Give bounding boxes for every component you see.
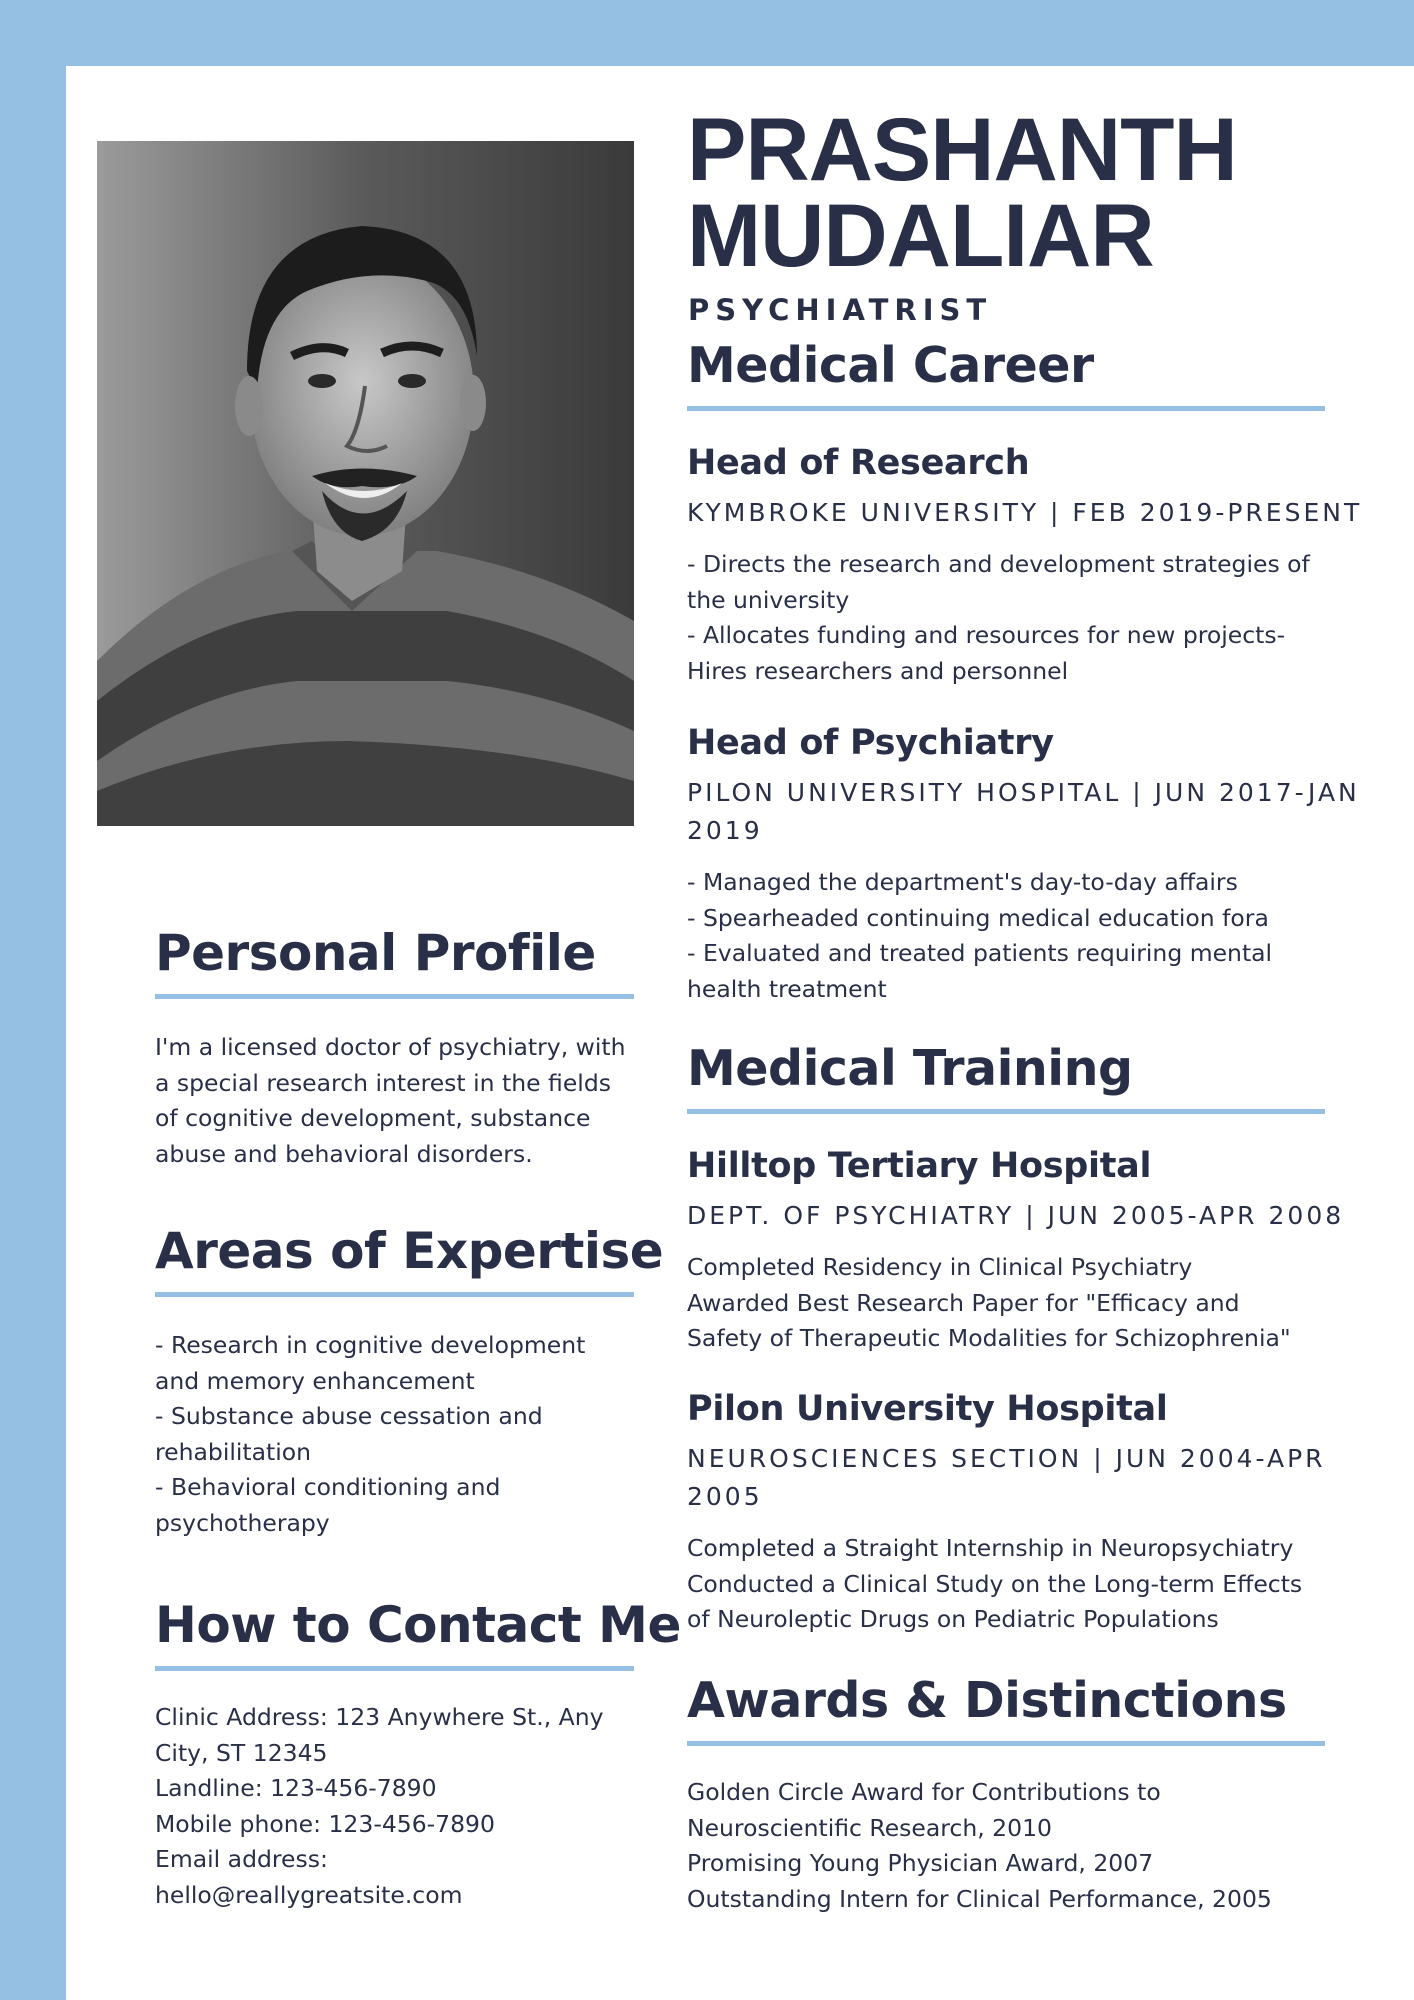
clinic-address: Clinic Address: 123 Anywhere St., Any: [155, 1703, 604, 1731]
text-line: a special research interest in the fields: [155, 1068, 611, 1097]
text-line: - Research in cognitive development: [155, 1331, 586, 1359]
text-line: - Spearheaded continuing medical education fora: [687, 903, 1269, 932]
training-details: [687, 1531, 1302, 1638]
medical-training-heading: Medical Training: [687, 1040, 1133, 1097]
candidate-name: [687, 99, 1327, 285]
left-border: [0, 0, 66, 2000]
medical-career-heading: Medical Career: [687, 337, 1094, 394]
job-title: Head of Psychiatry: [687, 723, 1054, 763]
training-meta: [687, 1197, 1344, 1235]
personal-profile-text: [155, 1030, 626, 1172]
personal-profile-heading: Personal Profile: [155, 924, 596, 982]
expertise-rule: [155, 1292, 634, 1297]
name-line-first: PRASHANTH: [687, 99, 1237, 199]
contact-details: [155, 1700, 604, 1913]
profile-photo: [97, 141, 634, 826]
contact-heading: How to Contact Me: [155, 1596, 681, 1654]
training-details: [687, 1250, 1291, 1357]
text-line: Completed Residency in Clinical Psychiatry: [687, 1253, 1193, 1281]
personal-profile-rule: [155, 994, 634, 999]
contact-rule: [155, 1666, 634, 1671]
text-line: Conducted a Clinical Study on the Long-term Effects: [687, 1569, 1303, 1598]
text-line: I'm a licensed doctor of psychiatry, with: [155, 1033, 626, 1061]
clinic-address-city: City, ST 12345: [155, 1738, 328, 1767]
portrait-illustration: [97, 141, 634, 826]
job-meta: [687, 494, 1362, 532]
text-line: Neuroscientific Research, 2010: [687, 1813, 1052, 1842]
job-meta: [687, 774, 1360, 850]
text-line: and memory enhancement: [155, 1366, 475, 1395]
awards-rule: [687, 1741, 1325, 1746]
meta-line: 2005: [687, 1482, 763, 1511]
text-line: abuse and behavioral disorders.: [155, 1139, 533, 1168]
text-line: - Allocates funding and resources for new projects-: [687, 621, 1286, 649]
meta-line: 2019: [687, 816, 763, 845]
text-line: Outstanding Intern for Clinical Performance, 2005: [687, 1884, 1272, 1913]
text-line: of Neuroleptic Drugs on Pediatric Populations: [687, 1605, 1219, 1633]
text-line: Golden Circle Award for Contributions to: [687, 1778, 1161, 1806]
text-line: the university: [687, 585, 850, 614]
mobile-phone: Mobile phone: 123-456-7890: [155, 1809, 495, 1838]
training-title: Pilon University Hospital: [687, 1389, 1168, 1429]
text-line: - Substance abuse cessation and: [155, 1402, 543, 1430]
training-meta: [687, 1440, 1326, 1516]
text-line: Safety of Therapeutic Modalities for Schizophrenia": [687, 1324, 1291, 1352]
landline: Landline: 123-456-7890: [155, 1774, 437, 1802]
text-line: - Evaluated and treated patients requiring mental: [687, 939, 1273, 967]
job-duties: [687, 547, 1310, 689]
expertise-list: [155, 1328, 585, 1541]
awards-heading: Awards & Distinctions: [687, 1672, 1287, 1729]
meta-line: DEPT. OF PSYCHIATRY | JUN 2005-APR 2008: [687, 1201, 1345, 1230]
text-line: - Managed the department's day-to-day affairs: [687, 868, 1238, 896]
email-address: hello@reallygreatsite.com: [155, 1880, 463, 1909]
text-line: Hires researchers and personnel: [687, 656, 1069, 685]
meta-line: NEUROSCIENCES SECTION | JUN 2004-APR: [687, 1444, 1326, 1473]
awards-list: [687, 1775, 1272, 1917]
email-label: Email address:: [155, 1845, 328, 1873]
training-title: Hilltop Tertiary Hospital: [687, 1146, 1152, 1186]
job-role: PSYCHIATRIST: [688, 293, 993, 327]
text-line: health treatment: [687, 974, 887, 1003]
meta-line: PILON UNIVERSITY HOSPITAL | JUN 2017-JAN: [687, 778, 1360, 807]
text-line: psychotherapy: [155, 1508, 330, 1537]
text-line: - Directs the research and development strategies of: [687, 550, 1310, 578]
job-title: Head of Research: [687, 443, 1030, 483]
job-duties: [687, 865, 1272, 1007]
text-line: - Behavioral conditioning and: [155, 1473, 501, 1501]
top-border: [0, 0, 1414, 66]
text-line: Completed a Straight Internship in Neuropsychiatry: [687, 1534, 1294, 1562]
meta-line: KYMBROKE UNIVERSITY | FEB 2019-PRESENT: [687, 498, 1363, 527]
text-line: of cognitive development, substance: [155, 1104, 591, 1132]
text-line: Awarded Best Research Paper for "Efficacy and: [687, 1288, 1240, 1317]
text-line: rehabilitation: [155, 1437, 312, 1466]
text-line: Promising Young Physician Award, 2007: [687, 1849, 1154, 1877]
medical-training-rule: [687, 1109, 1325, 1114]
name-line-last: MUDALIAR: [687, 185, 1154, 285]
medical-career-rule: [687, 406, 1325, 411]
expertise-heading: Areas of Expertise: [155, 1222, 664, 1280]
